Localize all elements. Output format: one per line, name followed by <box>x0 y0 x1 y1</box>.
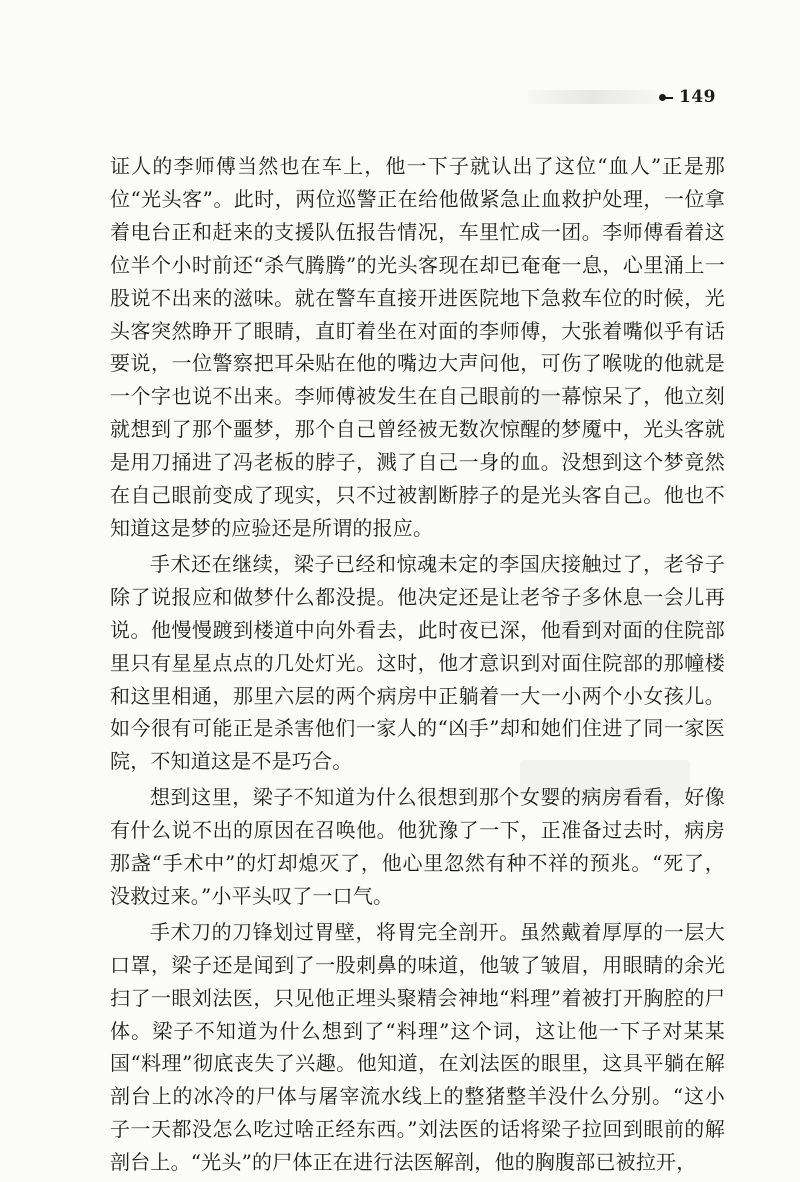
header-print-shadow <box>528 90 658 104</box>
page-number: 149 <box>679 87 716 107</box>
paragraph-3: 想到这里，梁子不知道为什么很想到那个女婴的病房看看，好像有什么说不出的原因在召唤他。他犹豫了一下，正准备过去时，病房那盏“手术中”的灯却熄灭了，他心里忽然有种不祥的预兆。“死了，没救过来。”小平头叹了一口气。 <box>110 785 725 908</box>
body-text <box>110 150 725 1182</box>
paragraph-2: 手术还在继续，梁子已经和惊魂未定的李国庆接触过了，老爷子除了说报应和做梦什么都没提。他决定还是让老爷子多休息一会儿再说。他慢慢踱到楼道中向外看去，此时夜已深，他看到对面的住院部里只有星星点点的几处灯光。这时，他才意识到对面住院部的那幢楼和这里相通，那里六层的两个病房中正躺着一大一小两个小女孩儿。如今很有可能正是杀害他们一家人的“凶手”却和她们住进了同一家医院，不知道这是不是巧合。 <box>110 551 725 774</box>
bullet-icon <box>659 90 673 104</box>
paragraph-1: 证人的李师傅当然也在车上，他一下子就认出了这位“血人”正是那位“光头客”。此时，两位巡警正在给他做紧急止血救护处理，一位拿着电台正和赶来的支援队伍报告情况，车里忙成一团。李师傅看着这位半个小时前还“杀气腾腾”的光头客现在却已奄奄一息，心里涌上一股说不出来的滋味。就在警车直接开进医院地下急救车位的时候，光头客突然睁开了眼睛，直盯着坐在对面的李师傅，大张着嘴似乎有话要说，一位警察把耳朵贴在他的嘴边大声问他，可伤了喉咙的他就是一个字也说不出来。李师傅被发生在自己眼前的一幕惊呆了，他立刻就想到了那个噩梦，那个自己曾经被无数次惊醒的梦魇中，光头客就是用刀捅进了冯老板的脖子，溅了自己一身的血。没想到这个梦竟然在自己眼前变成了现实，只不过被割断脖子的是光头客自己。他也不知道这是梦的应验还是所谓的报应。 <box>110 154 725 540</box>
running-header <box>659 87 716 107</box>
paragraph-4: 手术刀的刀锋划过胃壁，将胃完全剖开。虽然戴着厚厚的一层大口罩，梁子还是闻到了一股刺鼻的味道，他皱了皱眉，用眼睛的余光扫了一眼刘法医，只见他正埋头聚精会神地“料理”着被打开胸腔的尸体。梁子不知道为什么想到了“料理”这个词，这让他一下子对某某国“料理”彻底丧失了兴趣。他知道，在刘法医的眼里，这具平躺在解剖台上的冰冷的尸体与屠宰流水线上的整猪整羊没什么分别。“这小子一天都没怎么吃过啥正经东西。”刘法医的话将梁子拉回到眼前的解剖台上。“光头”的尸体正在进行法医解剖，他的胸腹部已被拉开， <box>110 919 725 1175</box>
